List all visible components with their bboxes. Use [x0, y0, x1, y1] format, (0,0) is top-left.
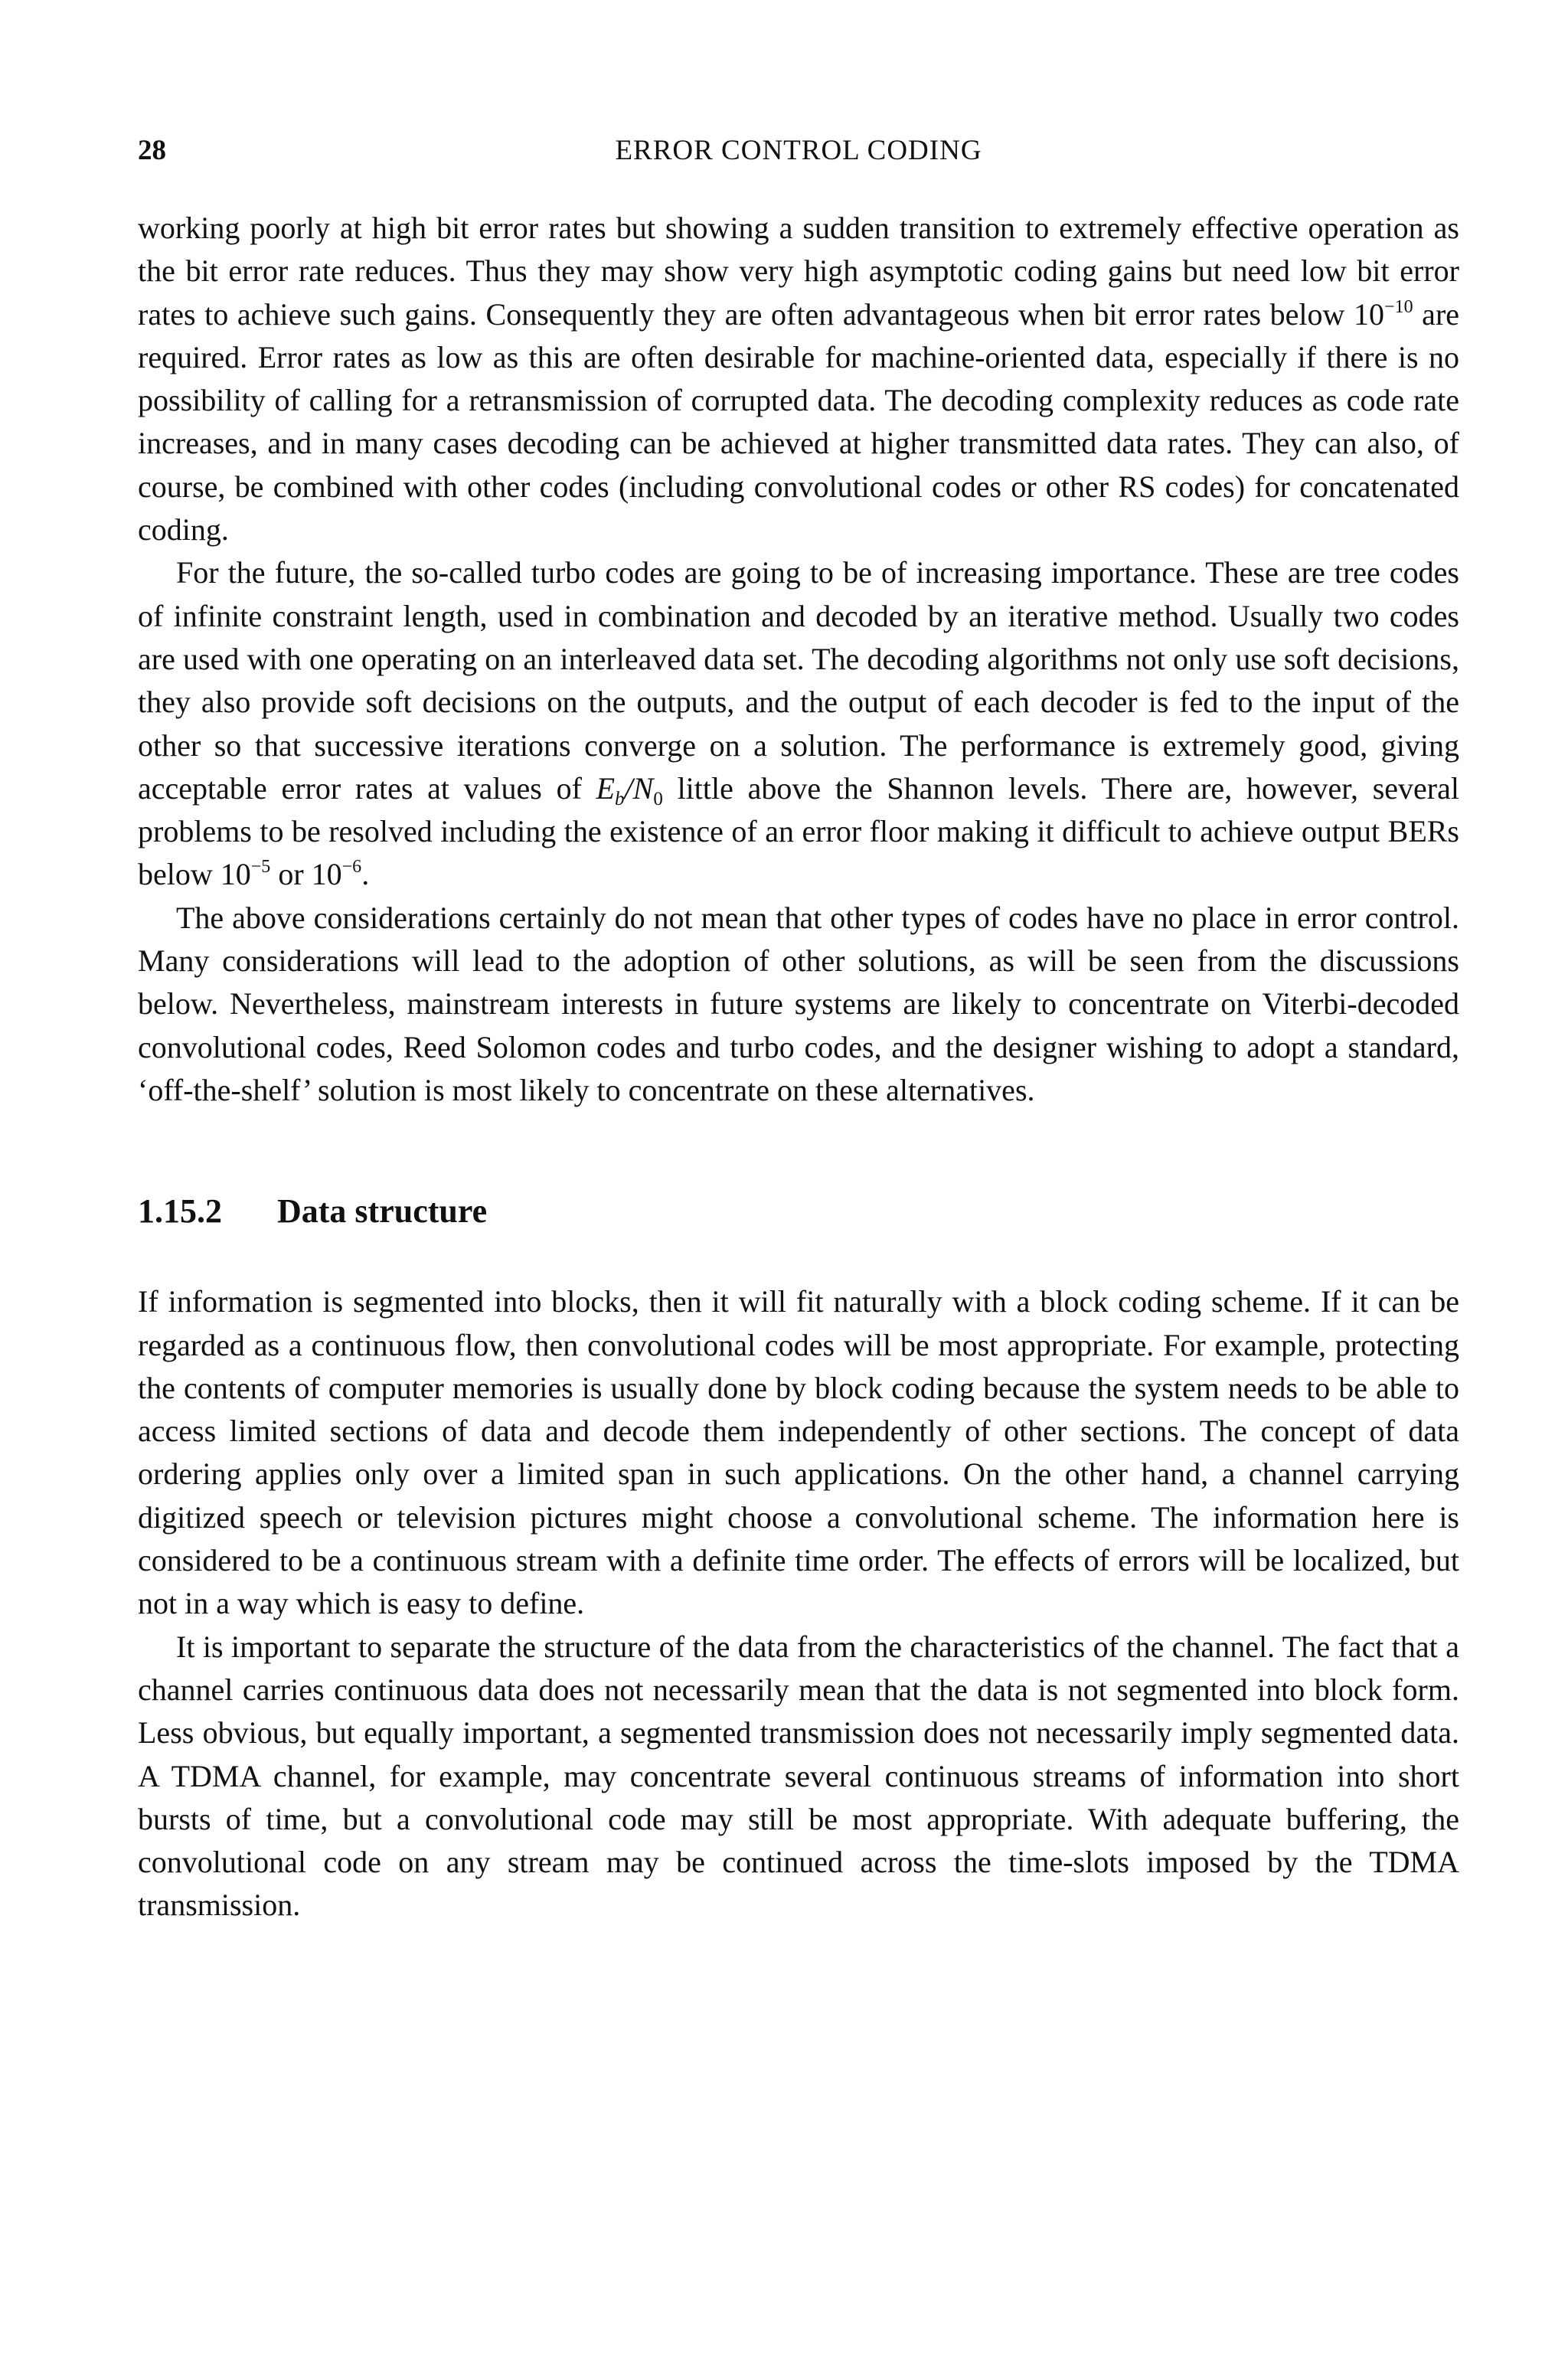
section-heading: [138, 1190, 1459, 1233]
section-title: Data structure: [277, 1192, 488, 1231]
paragraph-5: It is important to separate the structure of the data from the characteristics of the channel. The fact that a channel carries continuous data does not necessarily mean that the data is not segmented into block form. Less obvious, but equally important, a segmented transmission does not necessarily imply segmented data. A TDMA channel, for example, may concentrate several continuous streams of information into short bursts of time, but a convolutional code may still be most appropriate. With adequate buffering, the convolutional code on any stream may be continued across the time-slots imposed by the TDMA transmission.: [138, 1629, 1459, 1923]
running-title: ERROR CONTROL CODING: [615, 135, 982, 166]
math-slash: /: [624, 770, 633, 806]
math-e-subscript: b: [615, 788, 625, 809]
exponent-minus-5: −5: [250, 857, 271, 878]
math-n-subscript: 0: [653, 788, 663, 809]
section-number: 1.15.2: [138, 1192, 222, 1231]
exponent-minus-6: −6: [341, 857, 362, 878]
paragraph-2: [138, 551, 1459, 896]
running-header: [138, 123, 1459, 184]
paragraph-4: If information is segmented into blocks, then it will fit naturally with a block coding scheme. If it can be regarded as a continuous flow, then convolutional codes will be most appropriate. For example, protecting the contents of computer memories is usually done by block coding because the system needs to be able to access limited sections of data and decode them independently of other sections. The concept of data ordering applies only over a limited span in such applications. On the other hand, a channel carrying digitized speech or television pictures might choose a convolutional scheme. The information here is considered to be a continuous stream with a definite time order. The effects of errors will be localized, but not in a way which is easy to define.: [138, 1284, 1459, 1621]
eb-over-n0-expression: [596, 770, 663, 809]
paragraph-3: The above considerations certainly do not mean that other types of codes have no place in error control. Many considerations will lead to the adoption of other solutions, as will be seen from the discussions below. Nevertheless, mainstream interests in future systems are likely to concentrate on Viterbi-decoded convolutional codes, Reed Solomon codes and turbo codes, and the designer wishing to adopt a standard, ‘off-the-shelf’ solution is most likely to concentrate on these alternatives.: [138, 900, 1459, 1107]
math-n: N: [632, 770, 654, 806]
book-page: [138, 123, 1459, 1927]
math-e: E: [596, 770, 616, 806]
paragraph-1-text-a: working poorly at high bit error rates but showing a sudden transition to extremely effective operation as the bit error rate reduces. Thus they may show very high asymptotic coding gains but need low bit error rates to achieve such gains. Consequently they are often advantageous when bit error rates below 10: [138, 211, 1459, 332]
page-number: 28: [138, 135, 166, 166]
paragraph-2-text-c: or 10: [270, 857, 342, 892]
paragraph-1: [138, 207, 1459, 551]
paragraph-2-text-b: little above the Shannon levels. There are, however, several problems to be resolved including the existence of an error floor making it difficult to achieve output BERs below 10: [138, 770, 1459, 892]
exponent-minus-10: −10: [1384, 296, 1413, 317]
body-text: [138, 207, 1459, 1927]
paragraph-2-text-a: For the future, the so-called turbo codes are going to be of increasing importance. These are tree codes of infinite constraint length, used in combination and decoded by an iterative method. Usually two codes are used with one operating on an interleaved data set. The decoding algorithms not only use soft decisions, they also provide soft decisions on the outputs, and the output of each decoder is fed to the input of the other so that successive iterations converge on a solution. The performance is extremely good, giving acceptable error rates at values of: [138, 555, 1459, 806]
paragraph-2-text-d: .: [361, 857, 370, 892]
paragraph-1-text-b: are required. Error rates as low as this are often desirable for machine-oriented data, especially if there is no possibility of calling for a retransmission of corrupted data. The decoding complexity reduces as code rate increases, and in many cases decoding can be achieved at higher transmitted data rates. They can also, of course, be combined with other codes (including convolutional codes or other RS codes) for concatenated coding.: [138, 296, 1460, 548]
